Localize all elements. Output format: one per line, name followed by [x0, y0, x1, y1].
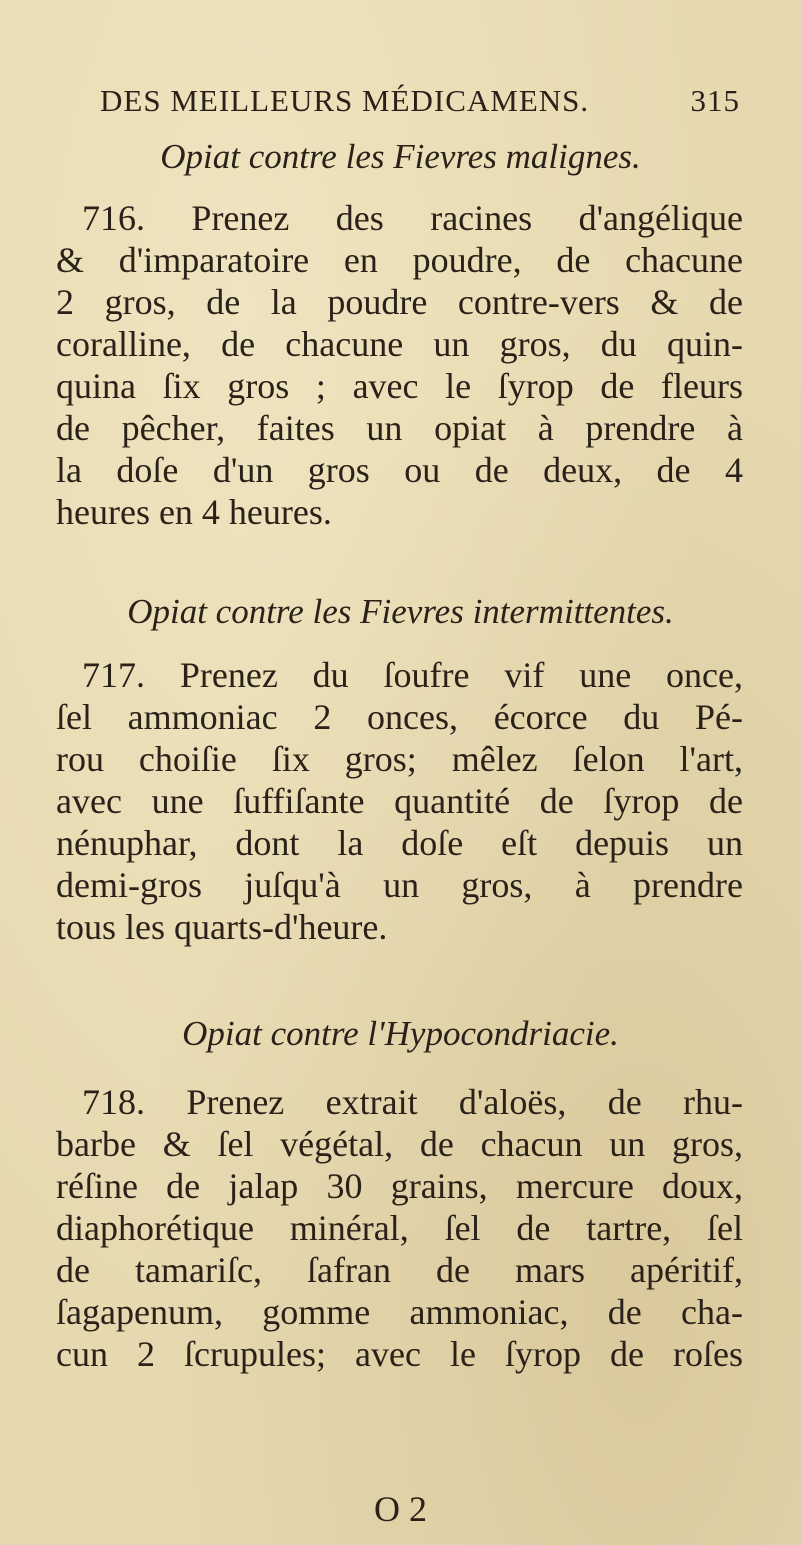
text-line: de tamariſc, ſafran de mars apéritif, [56, 1250, 743, 1290]
section-heading-hypocondriacie: Opiat contre l'Hypocondriacie. [182, 1014, 619, 1053]
text-line: diaphorétique minéral, ſel de tartre, ſel [56, 1208, 743, 1248]
text-line: ſagapenum, gomme ammoniac, de cha- [56, 1292, 743, 1332]
text-line: 717. Prenez du ſoufre vif une once, [82, 655, 743, 695]
text-line: quina ſix gros ; avec le ſyrop de fleurs [56, 366, 743, 406]
text-line: heures en 4 heures. [56, 492, 332, 532]
running-head-title: DES MEILLEURS MÉDICAMENS. [100, 83, 590, 118]
text-line: demi-gros juſqu'à un gros, à prendre [56, 865, 743, 905]
text-line: 2 gros, de la poudre contre-vers & de [56, 282, 743, 322]
paragraph-716 [56, 197, 743, 533]
text-line: 718. Prenez extrait d'aloës, de rhu- [82, 1082, 743, 1122]
signature-mark: O 2 [374, 1489, 427, 1529]
paragraph-717 [56, 654, 743, 948]
paragraph-718 [56, 1081, 743, 1375]
page-number: 315 [690, 83, 740, 118]
text-line: 716. Prenez des racines d'angélique [82, 198, 743, 238]
text-line: & d'imparatoire en poudre, de chacune [56, 240, 743, 280]
text-line: la doſe d'un gros ou de deux, de 4 [56, 450, 743, 490]
text-line: réſine de jalap 30 grains, mercure doux, [56, 1166, 743, 1206]
text-line: nénuphar, dont la doſe eſt depuis un [56, 823, 743, 863]
text-line: de pêcher, faites un opiat à prendre à [56, 408, 743, 448]
running-head [100, 83, 740, 123]
text-line: coralline, de chacune un gros, du quin- [56, 324, 743, 364]
text-line: tous les quarts-d'heure. [56, 907, 388, 947]
text-line: barbe & ſel végétal, de chacun un gros, [56, 1124, 743, 1164]
text-line: cun 2 ſcrupules; avec le ſyrop de roſes [56, 1334, 743, 1374]
section-heading-fievres-intermittentes: Opiat contre les Fievres intermittentes. [127, 592, 674, 631]
text-line: avec une ſuffiſante quantité de ſyrop de [56, 781, 743, 821]
text-line: ſel ammoniac 2 onces, écorce du Pé- [56, 697, 743, 737]
text-line: rou choiſie ſix gros; mêlez ſelon l'art, [56, 739, 743, 779]
section-heading-fievres-malignes: Opiat contre les Fievres malignes. [160, 137, 641, 176]
